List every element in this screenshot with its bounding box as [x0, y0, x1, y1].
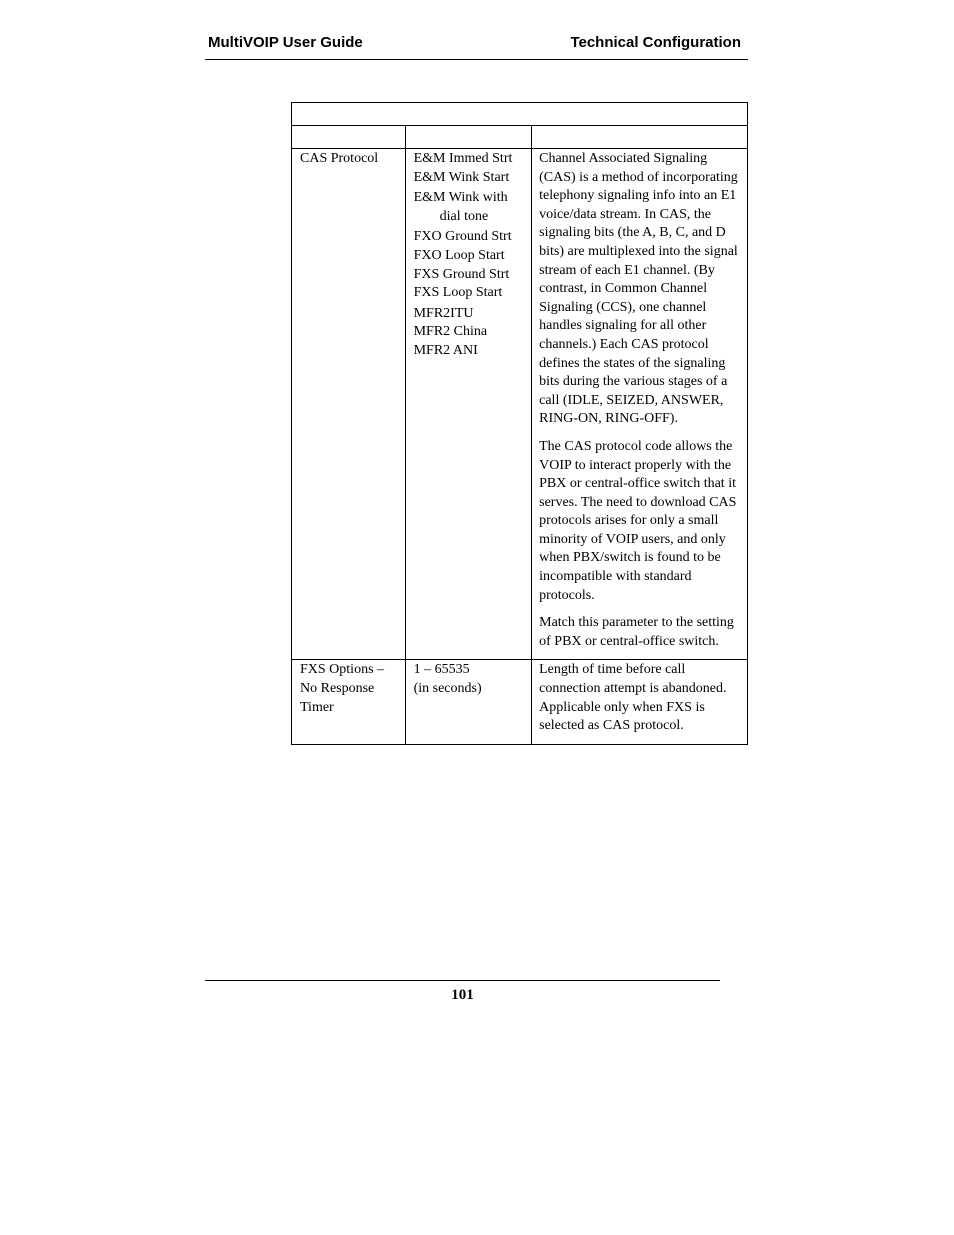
description-paragraph: Channel Associated Signaling (CAS) is a method of incorporating telephony signaling info into an E1 voice/data stream. In CAS, the signaling bits (the A, B, C, and D bits) are multiplexed into the signal stream of each E1 channel. (By contrast, in Common Channel Signaling (CCS), one channel handles signaling for all other channels.) Each CAS protocol defines the states of the signaling bits during the various stages of a call (IDLE, SEIZED, ANSWER, RING-ON, RING-OFF).	[539, 151, 738, 427]
parameter-table	[291, 102, 748, 745]
table-row	[292, 149, 748, 660]
page-number: 101	[451, 987, 474, 1003]
parameter-name-line: No Response	[300, 681, 375, 697]
guide-title: MultiVOIP User Guide	[208, 34, 363, 51]
value-group	[414, 189, 526, 226]
value-option: MFR2ITU	[413, 305, 474, 321]
description-paragraph: The CAS protocol code allows the VOIP to interact properly with the PBX or central-office switch that it serves. The need to download CAS protocols arises for only a small minority of VOIP users, and only when PBX/switch is found to be incompatible with standard protocols.	[539, 438, 737, 603]
value-option: FXS Loop Start	[413, 285, 503, 301]
description-paragraph: Match this parameter to the setting of PBX or central-office switch.	[539, 615, 734, 649]
value-option: FXO Loop Start	[413, 247, 505, 263]
parameter-name-line: Timer	[300, 699, 334, 715]
description-paragraph: Length of time before call connection attempt is abandoned. Applicable only when FXS is selected as CAS protocol.	[539, 662, 727, 734]
value-option-continuation: dial tone	[439, 208, 489, 224]
value-option: MFR2 ANI	[413, 342, 478, 358]
table-title-row	[292, 103, 748, 126]
values-cell	[405, 660, 532, 744]
parameter-name: CAS Protocol	[300, 151, 379, 166]
column-header-parameter	[292, 126, 406, 149]
value-option: E&M Immed Strt	[413, 151, 513, 166]
table-header-row	[292, 126, 748, 149]
table-title-cell	[292, 103, 748, 126]
value-group	[414, 228, 526, 302]
description-cell	[532, 660, 748, 744]
parameter-name-line: FXS Options –	[300, 662, 385, 678]
value-option: FXS Ground Strt	[413, 266, 510, 282]
section-title: Technical Configuration	[570, 34, 741, 51]
value-option: MFR2 China	[413, 324, 488, 340]
values-cell	[405, 149, 532, 660]
page-header	[205, 33, 748, 60]
value-option: E&M Wink Start	[413, 169, 510, 185]
value-option: FXO Ground Strt	[413, 229, 512, 245]
value-option: E&M Wink with	[413, 190, 508, 206]
value-group	[414, 150, 526, 187]
table-row	[292, 660, 748, 744]
footer-divider	[205, 980, 720, 981]
value-unit: (in seconds)	[413, 681, 482, 697]
value-range: 1 – 65535	[413, 662, 470, 678]
parameter-cell	[292, 149, 406, 660]
column-header-description	[532, 126, 748, 149]
value-group	[414, 305, 526, 361]
column-header-values	[405, 126, 532, 149]
description-cell	[532, 149, 748, 660]
parameter-cell	[292, 660, 406, 744]
